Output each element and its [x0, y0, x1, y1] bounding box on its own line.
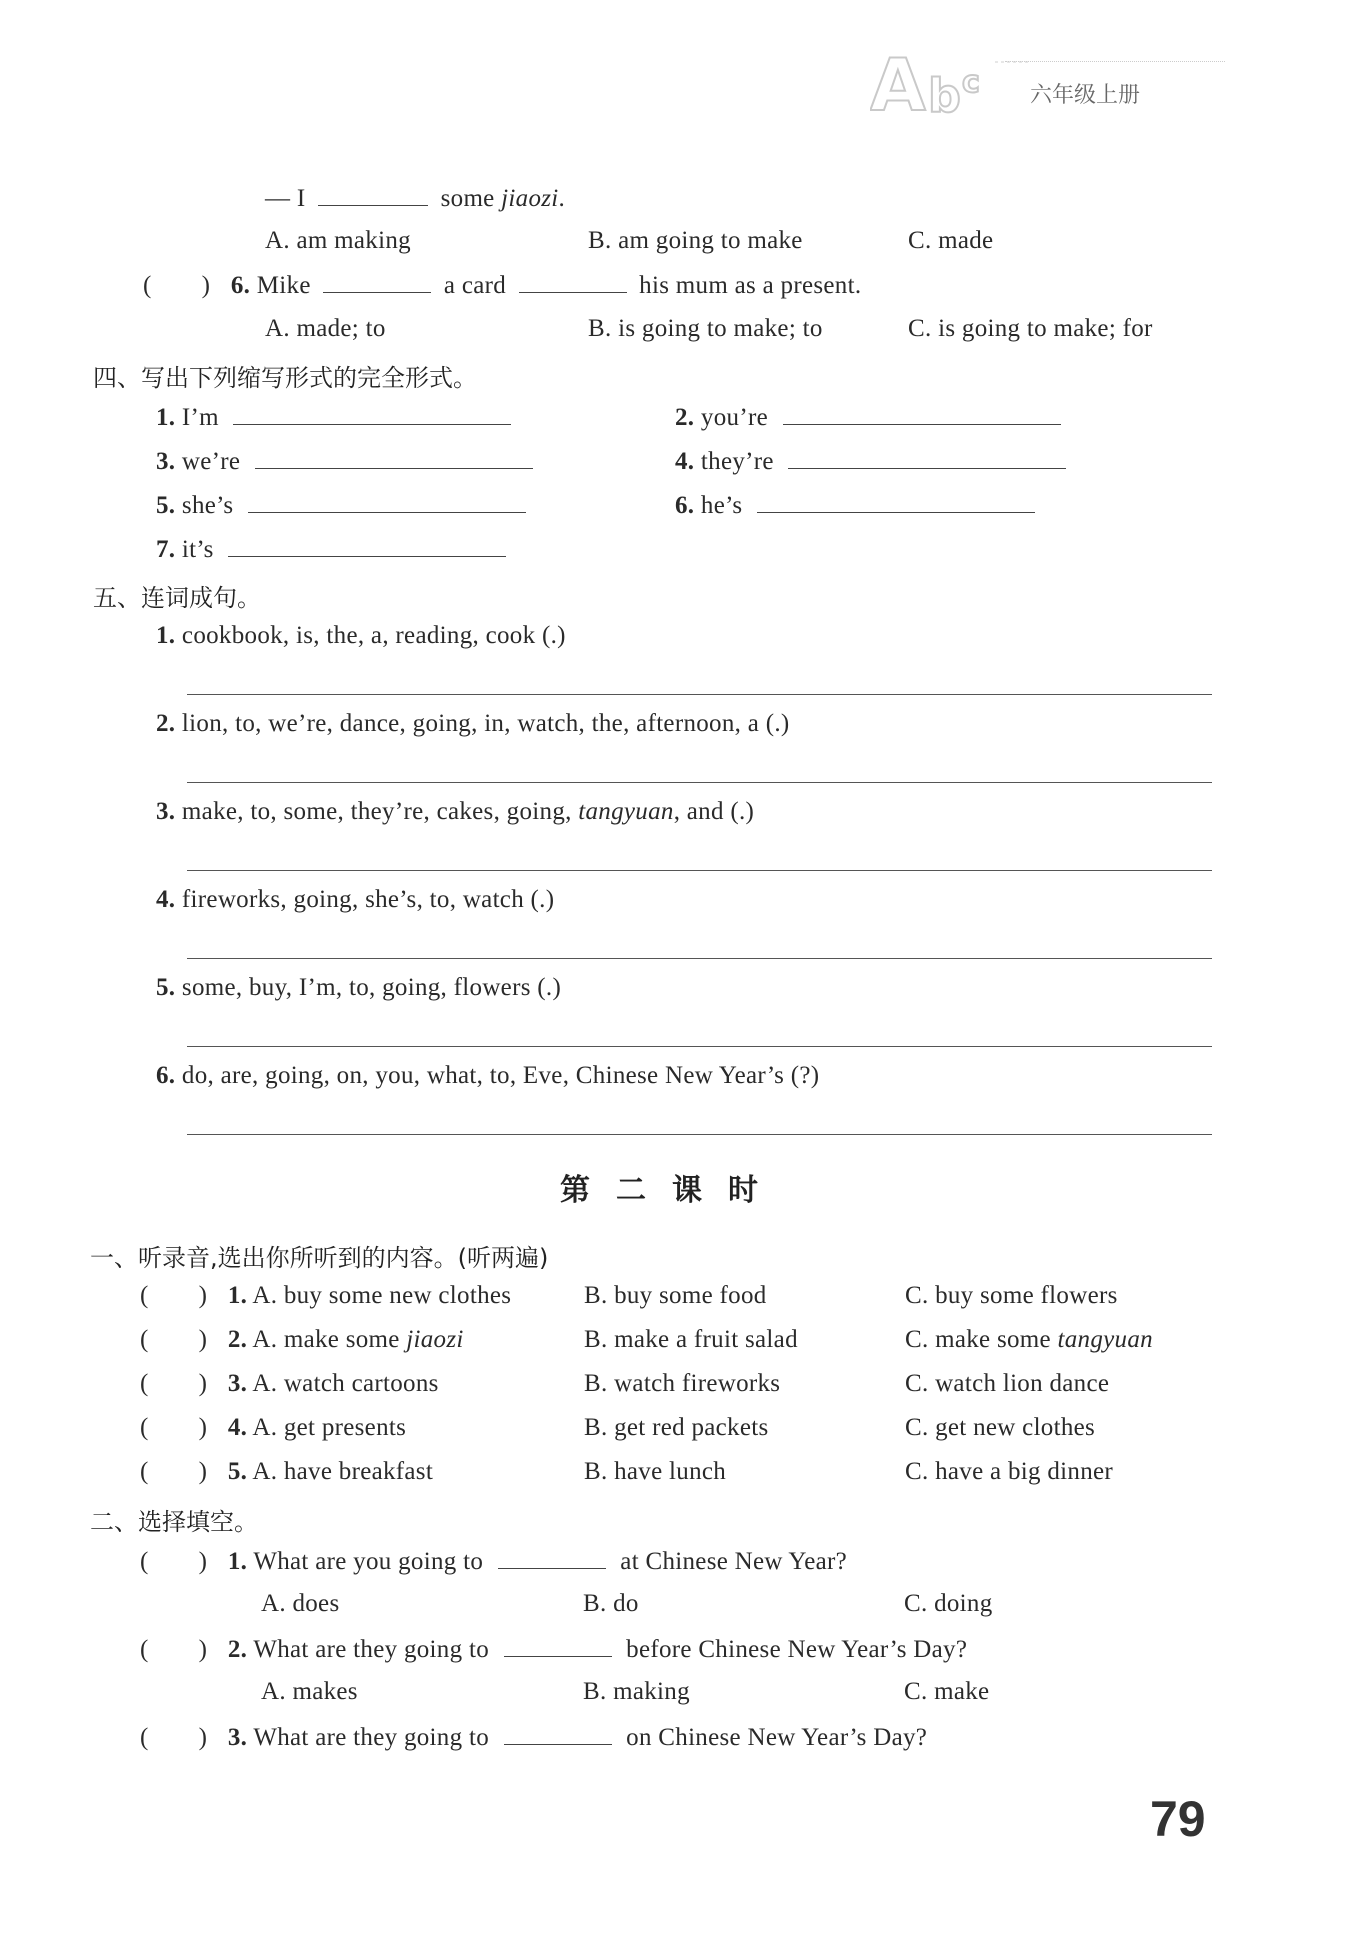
choice-section-title: 二、选择填空。	[90, 1508, 258, 1536]
listening-item: ( ) 1. A. buy some new clothes	[140, 1282, 512, 1309]
contraction-item: 3. we’re	[156, 446, 533, 476]
q6-row: ( ) 6. Mike a card his mum as a present.	[143, 272, 862, 299]
answer-blank[interactable]	[233, 402, 511, 425]
paren-close: )	[201, 272, 211, 299]
contraction-item: 4. they’re	[675, 446, 1066, 476]
answer-blank[interactable]	[255, 446, 533, 469]
answer-line[interactable]	[187, 870, 1212, 871]
choice-option-a[interactable]: A. makes	[261, 1678, 358, 1705]
choice-item: ( ) 1. What are you going to at Chinese New Year?	[140, 1548, 848, 1575]
listening-option-b: B. buy some food	[584, 1282, 767, 1309]
listening-option-b: B. get red packets	[584, 1414, 769, 1441]
listening-item: ( ) 2. A. make some jiaozi	[140, 1326, 464, 1353]
page-number: 79	[1150, 1791, 1206, 1847]
answer-blank[interactable]	[788, 446, 1066, 469]
choice-option-b[interactable]: B. do	[583, 1590, 639, 1617]
word-order-item: 3. make, to, some, they’re, cakes, going, tangyuan, and (.)	[156, 798, 755, 825]
word-order-item: 2. lion, to, we’re, dance, going, in, watch, the, afternoon, a (.)	[156, 710, 790, 737]
svg-text:c: c	[962, 65, 980, 100]
listening-option-b: B. have lunch	[584, 1458, 727, 1485]
contraction-item: 7. it’s	[156, 534, 506, 564]
word-order-item: 6. do, are, going, on, you, what, to, Eve, Chinese New Year’s (?)	[156, 1062, 820, 1089]
word-order-item: 5. some, buy, I’m, to, going, flowers (.)	[156, 974, 562, 1001]
listening-option-c: C. get new clothes	[905, 1414, 1096, 1441]
answer-blank[interactable]	[519, 270, 627, 293]
answer-line[interactable]	[187, 958, 1212, 959]
answer-blank[interactable]	[248, 490, 526, 513]
listening-option-c: C. buy some flowers	[905, 1282, 1118, 1309]
grade-label: 六年级上册	[1030, 83, 1141, 108]
contraction-item: 1. I’m	[156, 402, 511, 432]
word-order-item: 4. fireworks, going, she’s, to, watch (.)	[156, 886, 555, 913]
listening-section-title: 一、听录音,选出你所听到的内容。(听两遍)	[90, 1244, 549, 1272]
choice-option-c[interactable]: C. doing	[904, 1590, 993, 1617]
choice-item: ( ) 2. What are they going to before Chinese New Year’s Day?	[140, 1636, 968, 1663]
choice-item: ( ) 3. What are they going to on Chinese New Year’s Day?	[140, 1724, 928, 1751]
answer-blank[interactable]	[504, 1634, 612, 1657]
listening-item: ( ) 3. A. watch cartoons	[140, 1370, 439, 1397]
q6-option-c[interactable]: C. is going to make; for	[908, 315, 1153, 342]
q6-option-b[interactable]: B. is going to make; to	[588, 315, 823, 342]
listening-item: ( ) 4. A. get presents	[140, 1414, 407, 1441]
answer-blank[interactable]	[228, 534, 506, 557]
svg-text:A: A	[870, 43, 926, 120]
contraction-item: 5. she’s	[156, 490, 526, 520]
answer-blank[interactable]	[504, 1722, 612, 1745]
listening-option-c: C. make some tangyuan	[905, 1326, 1153, 1353]
choice-option-a[interactable]: A. does	[261, 1590, 340, 1617]
section-4-title: 四、写出下列缩写形式的完全形式。	[93, 364, 477, 392]
svg-text:b: b	[928, 69, 961, 120]
word-order-item: 1. cookbook, is, the, a, reading, cook (.)	[156, 622, 566, 649]
lesson-title: 第二课时	[560, 1173, 784, 1208]
listening-option-c: C. have a big dinner	[905, 1458, 1114, 1485]
listening-option-b: B. watch fireworks	[584, 1370, 781, 1397]
q5-option-b[interactable]: B. am going to make	[588, 227, 803, 254]
contraction-item: 6. he’s	[675, 490, 1035, 520]
listening-option-c: C. watch lion dance	[905, 1370, 1110, 1397]
answer-blank[interactable]	[323, 270, 431, 293]
paren-open: (	[143, 272, 152, 299]
answer-line[interactable]	[187, 694, 1212, 695]
answer-blank[interactable]	[757, 490, 1035, 513]
choice-option-c[interactable]: C. make	[904, 1678, 990, 1705]
q6-option-a[interactable]: A. made; to	[265, 315, 386, 342]
answer-blank[interactable]	[498, 1546, 606, 1569]
q5-option-c[interactable]: C. made	[908, 227, 994, 254]
answer-blank[interactable]	[318, 183, 428, 206]
section-5-title: 五、连词成句。	[93, 584, 261, 612]
header-rule	[1005, 61, 1225, 62]
abc-logo-icon	[870, 40, 1030, 120]
answer-blank[interactable]	[783, 402, 1061, 425]
answer-line[interactable]	[187, 1046, 1212, 1047]
choice-option-b[interactable]: B. making	[583, 1678, 690, 1705]
listening-item: ( ) 5. A. have breakfast	[140, 1458, 434, 1485]
answer-line[interactable]	[187, 782, 1212, 783]
contraction-item: 2. you’re	[675, 402, 1061, 432]
q5-continuation: — I some jiaozi.	[265, 185, 566, 212]
q5-option-a[interactable]: A. am making	[265, 227, 411, 254]
answer-line[interactable]	[187, 1134, 1212, 1135]
listening-option-b: B. make a fruit salad	[584, 1326, 798, 1353]
